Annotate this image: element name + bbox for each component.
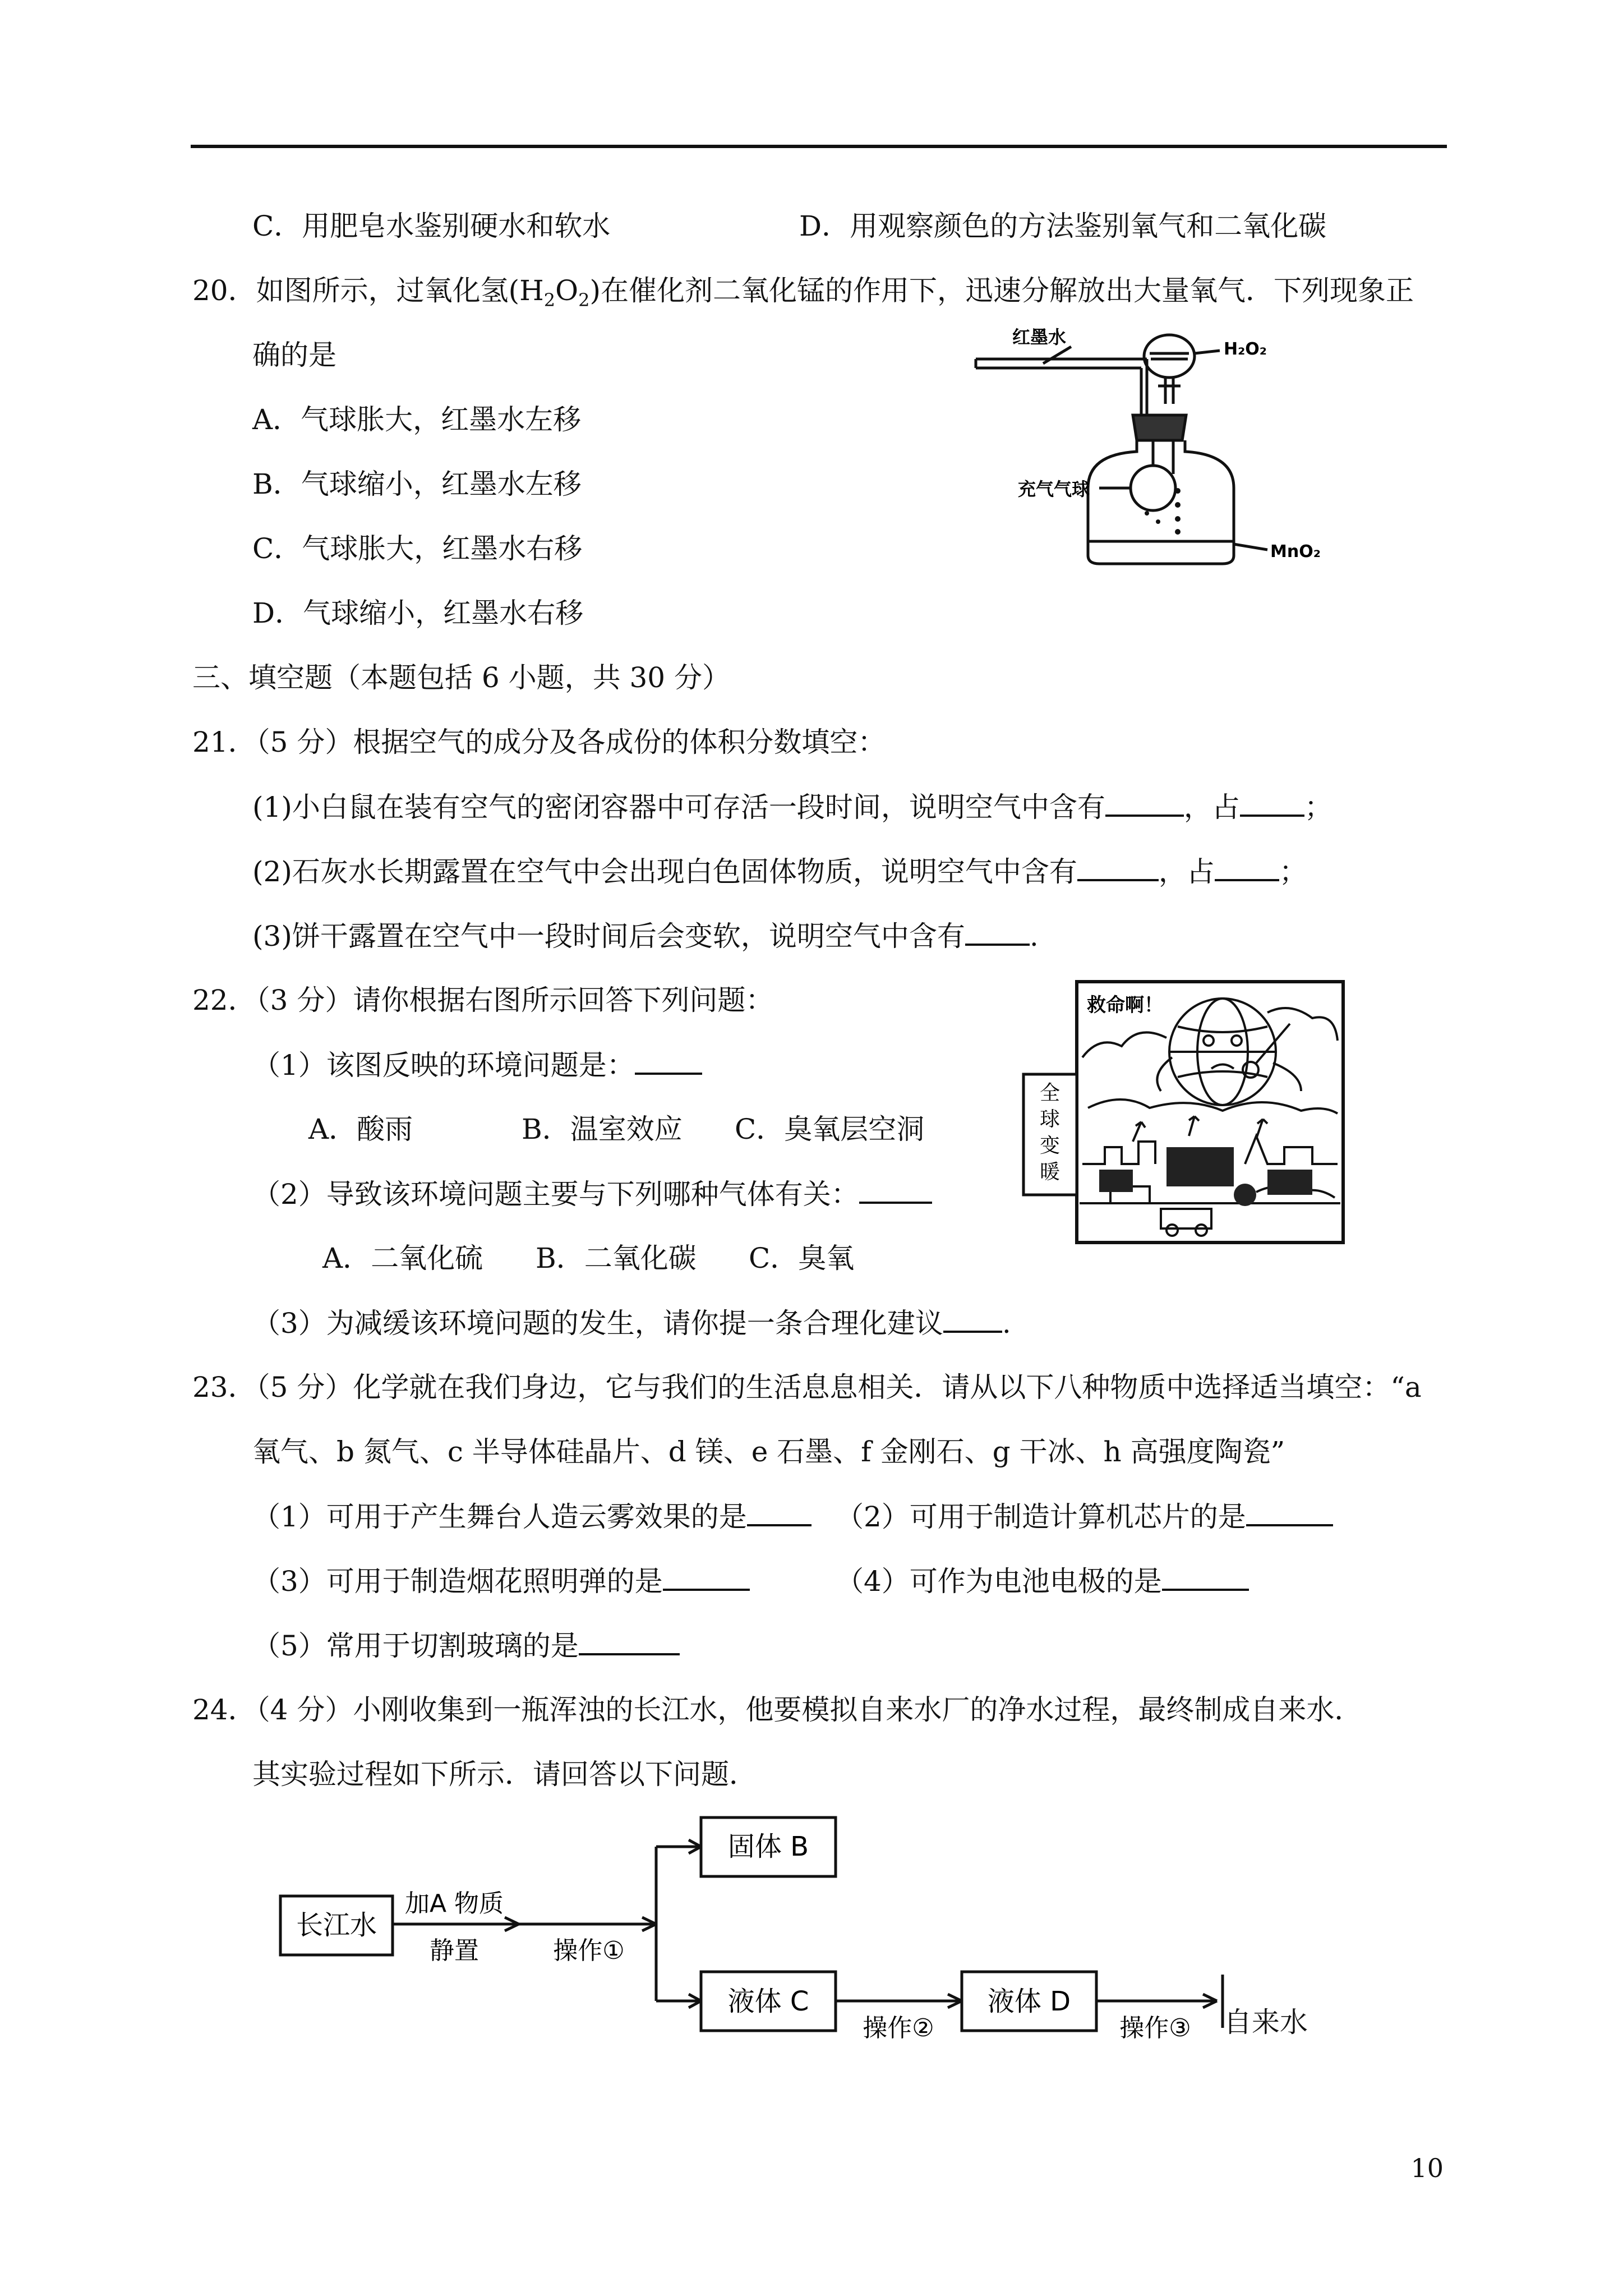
section-title: 三、填空题（本题包括 6 小题，共 30 分）	[192, 661, 731, 694]
answer-blank[interactable]	[1077, 854, 1159, 881]
global-warming-cartoon	[1021, 979, 1346, 1248]
q21-line3: (3)饼干露置在空气中一段时间后会变软，说明空气中含有 .	[252, 920, 1039, 953]
answer-blank[interactable]	[859, 1177, 932, 1204]
q23-part4: （4）可作为电池电极的是	[836, 1564, 1249, 1598]
label-red-ink: 红墨水	[1012, 326, 1067, 348]
q22-p2-opt-a: A．二氧化硫	[322, 1242, 483, 1274]
answer-blank[interactable]	[965, 919, 1030, 946]
answer-blank[interactable]	[1240, 790, 1304, 817]
label-add-a: 加A 物质	[404, 1889, 504, 1918]
q22-p2-opt-b: B．二氧化碳	[536, 1242, 697, 1274]
side-label-char: 球	[1039, 1108, 1061, 1131]
side-label-char: 变	[1039, 1134, 1061, 1157]
answer-blank[interactable]	[579, 1628, 680, 1655]
q23-stem2: 氧气、b 氮气、c 半导体硅晶片、d 镁、e 石墨、f 金刚石、g 干冰、h 高强度陶瓷”	[252, 1435, 1285, 1468]
q20-option-b: B．气球缩小，红墨水左移	[252, 468, 582, 500]
q21-stem: 21．（5 分）根据空气的成分及各成份的体积分数填空：	[192, 726, 886, 758]
answer-blank[interactable]	[943, 1306, 1002, 1333]
q20-option-c: C．气球胀大，红墨水右移	[252, 532, 583, 565]
q22-p1-opt-b: B．温室效应	[522, 1113, 683, 1145]
q23-part1: （1）可用于产生舞台人造云雾效果的是	[252, 1499, 811, 1534]
label-liquid-c: 液体 C	[727, 1986, 809, 2017]
label-settle: 静置	[430, 1936, 479, 1965]
answer-blank[interactable]	[635, 1048, 702, 1075]
q19-option-c: C．用肥皂水鉴别硬水和软水	[252, 210, 611, 242]
q23-part5: （5）常用于切割玻璃的是	[252, 1628, 680, 1663]
q23-part3: （3）可用于制造烟花照明弹的是	[252, 1564, 750, 1598]
q22-p1-opt-c: C．臭氧层空洞	[735, 1113, 925, 1145]
answer-blank[interactable]	[663, 1564, 750, 1591]
header-rule	[191, 145, 1447, 148]
label-liquid-d: 液体 D	[987, 1986, 1071, 2017]
label-op3: 操作③	[1119, 2014, 1191, 2042]
q24-stem1: 24．（4 分）小刚收集到一瓶浑浊的长江水，他要模拟自来水厂的净水过程，最终制成自来水．	[192, 1694, 1363, 1726]
answer-blank[interactable]	[1246, 1499, 1333, 1526]
label-h2o2: H₂O₂	[1224, 339, 1267, 359]
purification-flow-diagram	[275, 1812, 1340, 2053]
label-mno2: MnO₂	[1270, 542, 1321, 562]
q20-option-a: A．气球胀大，红墨水左移	[252, 403, 582, 436]
q19-option-d: D．用观察颜色的方法鉴别氧气和二氧化碳	[799, 210, 1327, 242]
q24-stem2: 其实验过程如下所示．请回答以下问题．	[252, 1758, 757, 1791]
q23-stem1: 23．（5 分）化学就在我们身边，它与我们的生活息息相关．请从以下八种物质中选择适当填空：“a	[192, 1371, 1422, 1404]
label-yangtze-water: 长江水	[296, 1910, 377, 1941]
page-number: 10	[1410, 2153, 1444, 2183]
q22-part3: （3）为减缓该环境问题的发生，请你提一条合理化建议 .	[252, 1307, 1011, 1340]
answer-blank[interactable]	[747, 1499, 811, 1526]
answer-blank[interactable]	[1105, 790, 1184, 817]
apparatus-figure	[953, 320, 1321, 572]
label-tap-water: 自来水	[1224, 2006, 1308, 2039]
answer-blank[interactable]	[1162, 1564, 1249, 1591]
q20-stem-line2: 确的是	[252, 339, 336, 371]
label-op2: 操作②	[863, 2014, 934, 2042]
label-solid-b: 固体 B	[727, 1831, 809, 1862]
label-balloon: 充气气球	[1018, 478, 1090, 500]
q23-part2: （2）可用于制造计算机芯片的是	[836, 1499, 1333, 1534]
q21-line1: (1)小白鼠在装有空气的密闭容器中可存活一段时间，说明空气中含有 ，占 ；	[252, 791, 1332, 823]
q22-part1: （1）该图反映的环境问题是：	[252, 1048, 702, 1082]
label-op1: 操作①	[553, 1936, 625, 1965]
q21-line2: (2)石灰水长期露置在空气中会出现白色固体物质，说明空气中含有 ，占 ；	[252, 855, 1307, 888]
answer-blank[interactable]	[1215, 854, 1279, 881]
q22-p2-opt-c: C．臭氧	[749, 1242, 855, 1274]
shout-text: 救命啊！	[1087, 994, 1163, 1016]
q22-stem: 22．（3 分）请你根据右图所示回答下列问题：	[192, 984, 774, 1016]
side-label-char: 全	[1039, 1082, 1061, 1105]
q22-part2: （2）导致该环境问题主要与下列哪种气体有关：	[252, 1177, 932, 1211]
q20-stem: 20．如图所示，过氧化氢$(H_2O_2)$在催化剂二氧化锰的作用下，迅速分解放出大量氧气．下列现象正	[192, 274, 1414, 311]
q22-p1-opt-a: A．酸雨	[308, 1113, 413, 1145]
side-label-char: 暖	[1039, 1161, 1061, 1184]
q20-option-d: D．气球缩小，红墨水右移	[252, 597, 584, 629]
